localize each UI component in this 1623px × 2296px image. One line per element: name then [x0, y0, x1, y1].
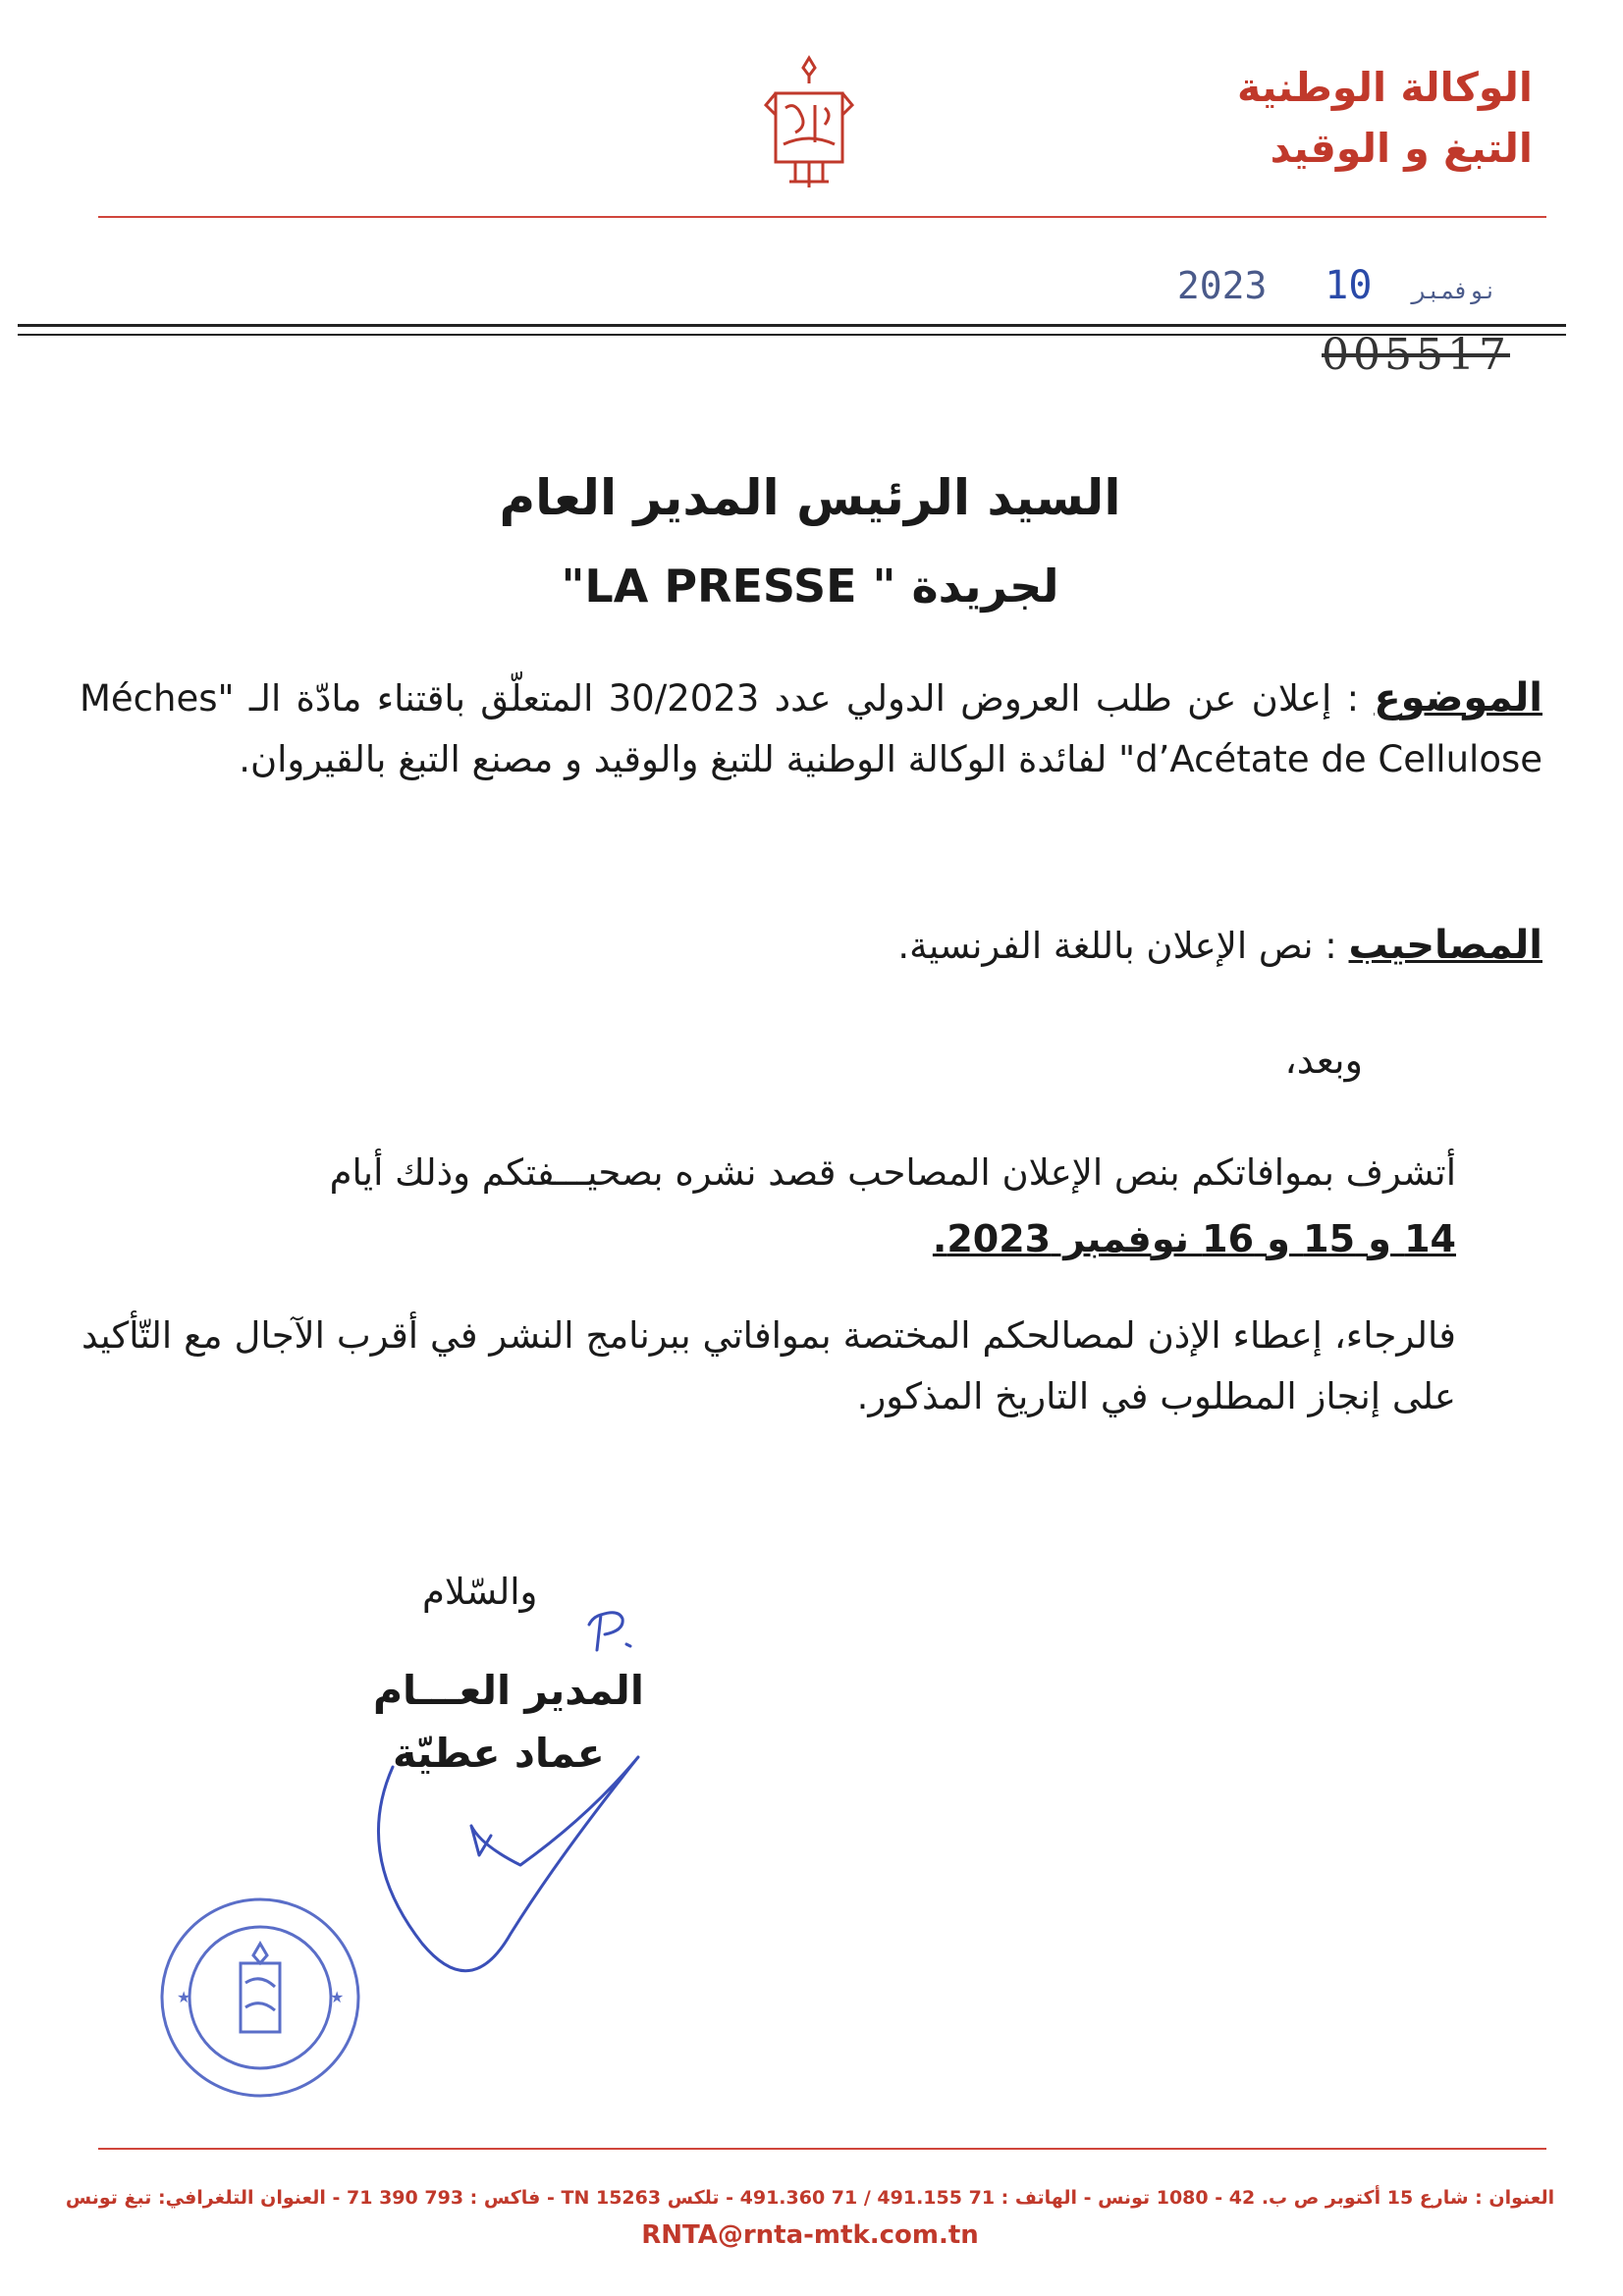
official-stamp-icon [147, 1885, 373, 2110]
salutation: وبعد، [1284, 1039, 1363, 1082]
registry-rule-top [18, 324, 1566, 327]
subject-label: الموضوع [1374, 675, 1542, 721]
svg-text:★: ★ [330, 1988, 345, 2006]
intro-paragraph: أتشرف بموافاتكم بنص الإعلان المصاحب قصد نشره بصحيـــفتكم وذلك أيام [329, 1151, 1456, 1194]
date-day: 10 [1325, 263, 1373, 308]
attachment-label: المصاحيب [1348, 923, 1542, 968]
subject-text: إعلان عن طلب العروض الدولي عدد 30/2023 المتعلّق باقتناء مادّة الـ "Méches d’Acétate de Cellulose" لفائدة الوكالة الوطنية للتبغ والوقيد و مصنع التبغ بالقيروان. [80, 677, 1542, 780]
attachment-separator: : [1313, 925, 1349, 967]
publication-dates: 14 و 15 و 16 نوفمبر 2023. [932, 1217, 1456, 1260]
attachment-text: نص الإعلان باللغة الفرنسية. [897, 925, 1314, 967]
director-signature-icon [363, 1737, 658, 2012]
attachment-paragraph [80, 915, 1542, 977]
footer-address: العنوان : شارع 15 أكتوبر ص ب. 42 - 1080 تونس - الهاتف : 71 491.155 / 71 491.360 - تلكس 15263 TN - فاكس : 793 390 71 - العنوان التلغرافي: تبغ تونس [65, 2187, 1555, 2209]
subject-separator: : [1331, 677, 1375, 720]
director-name: عماد عطيّة [393, 1730, 605, 1777]
footer-email[interactable]: RNTA@rnta-mtk.com.tn [641, 2220, 979, 2250]
director-title: المدير العـــام [373, 1667, 644, 1714]
closing-greeting: والسّلام [422, 1571, 538, 1613]
date-stamp [1177, 263, 1515, 308]
subject-paragraph [80, 667, 1542, 790]
date-year: 2023 [1176, 264, 1268, 307]
agency-logo-icon [756, 54, 862, 191]
addressee-newspaper: لجريدة " LA PRESSE" [561, 560, 1059, 613]
header-divider [98, 216, 1546, 218]
addressee-title: السيد الرئيس المدير العام [499, 469, 1121, 526]
agency-name-line2: التبغ و الوقيد [1270, 125, 1533, 172]
initials-mark-icon [579, 1595, 668, 1664]
footer-divider [98, 2148, 1546, 2150]
agency-name-line1: الوكالة الوطنية [1236, 64, 1533, 111]
date-month: نوفمبر [1412, 277, 1497, 304]
svg-text:★: ★ [177, 1988, 191, 2006]
agency-name [1120, 57, 1533, 179]
reference-number: 005517 [1322, 330, 1510, 380]
request-paragraph: فالرجاء، إعطاء الإذن لمصالحكم المختصة بموافاتي ببرنامج النشر في أقرب الآجال مع التّأكيد على إنجاز المطلوب في التاريخ المذكور. [81, 1314, 1456, 1417]
